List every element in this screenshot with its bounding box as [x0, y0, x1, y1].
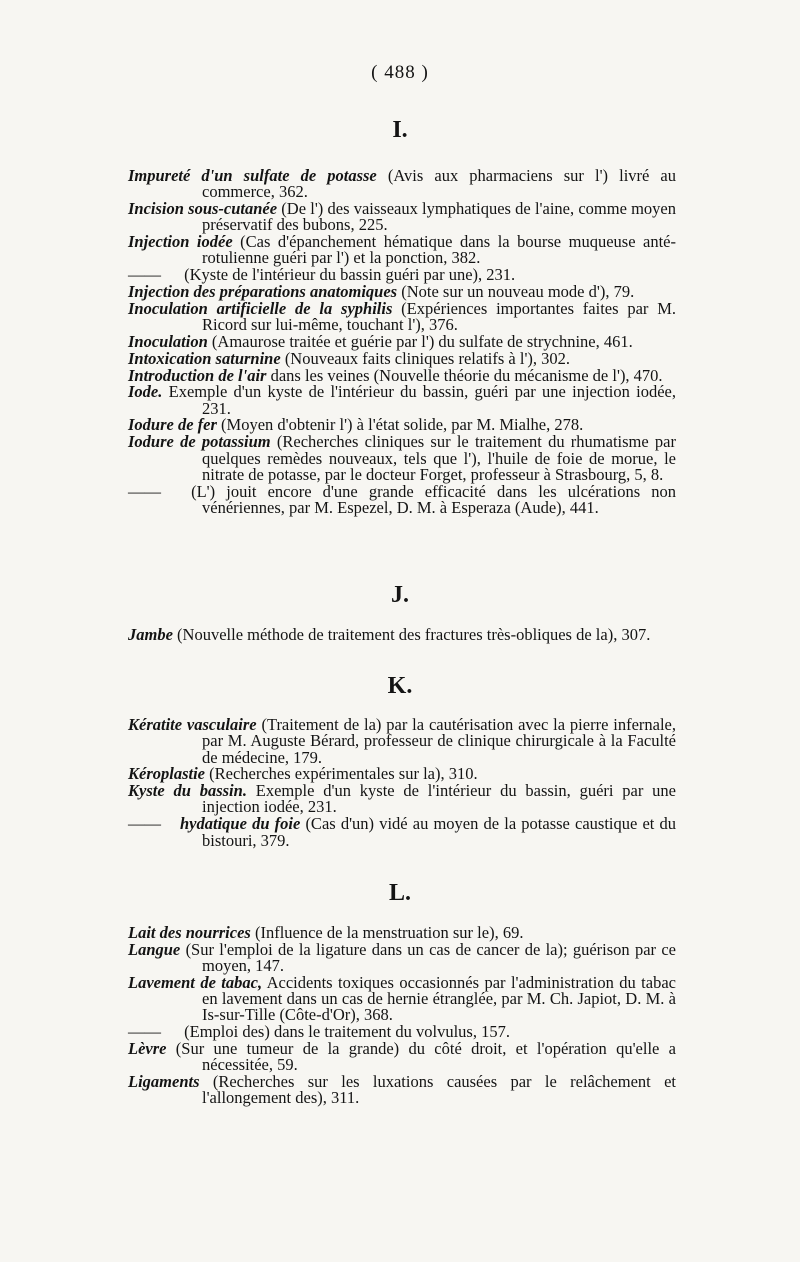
index-entry	[128, 168, 676, 201]
entry-keyword: Intoxication saturnine	[128, 348, 281, 368]
section-l-entries	[128, 925, 676, 1107]
index-entry	[128, 972, 676, 1025]
entry-text: (Avis aux pharmaciens sur l') livré au commerce, 362.	[202, 166, 677, 202]
index-entry	[128, 298, 676, 335]
section-k-entries	[128, 717, 676, 849]
entry-text: (Amaurose traitée et guérie par l') du sulfate de strychnine, 461.	[207, 331, 633, 351]
section-letter-i: I.	[392, 117, 408, 143]
index-entry	[128, 201, 676, 234]
index-entry	[128, 384, 676, 417]
entry-keyword: hydatique du foie	[180, 814, 301, 834]
index-entry	[128, 717, 676, 766]
entry-keyword: Kyste du bassin.	[128, 781, 247, 801]
repeat-dash: ——	[128, 481, 161, 501]
entry-text: (Recherches cliniques sur le traitement du rhumatisme par quelques remèdes nouveaux, tels que l'), l'huile de foie de morue, le nitrate de potasse, par le docteur Forget, professeur à Strasbourg, 5, 8.	[202, 432, 676, 484]
index-entry	[128, 1074, 676, 1107]
entry-keyword: Impureté d'un sulfate de potasse	[128, 166, 377, 185]
entry-keyword: Ligaments	[128, 1072, 200, 1092]
entry-text: (Cas d'épanchement hématique dans la bourse muqueuse anté-rotulienne guéri par l') et la ponction, 382.	[202, 232, 677, 268]
repeat-dash: ——	[128, 814, 161, 834]
index-entry	[128, 481, 676, 517]
entry-keyword: Lèvre	[128, 1039, 167, 1059]
entry-keyword: Injection des préparations anatomiques	[128, 282, 398, 302]
entry-text: (Note sur un nouveau mode d'), 79.	[397, 282, 635, 302]
entry-keyword: Lait des nourrices	[128, 923, 251, 942]
entry-text: (Nouveaux faits cliniques relatifs à l'), 302.	[280, 348, 571, 368]
entry-keyword: Injection iodée	[128, 232, 233, 252]
entry-text: (Moyen d'obtenir l') à l'état solide, par M. Mialhe, 278.	[216, 415, 584, 435]
entry-keyword: Inoculation artificielle de la syphilis	[128, 298, 393, 318]
entry-keyword: Iode.	[128, 382, 163, 402]
section-letter-l: L.	[388, 880, 411, 906]
page-number: ( 488 )	[371, 62, 429, 83]
entry-text: (Kyste de l'intérieur du bassin guéri par une), 231.	[180, 265, 516, 285]
entry-text: (L') jouit encore d'une grande efficacité dans les ulcérations non vénériennes, par M. Espezel, D. M. à Esperaza (Aude), 441.	[180, 481, 676, 517]
index-entry	[128, 434, 676, 483]
entry-text: (Nouvelle méthode de traitement des fractures très-obliques de la), 307.	[172, 625, 651, 644]
entry-text: (Influence de la menstruation sur le), 69.	[250, 923, 524, 942]
entry-keyword: Iodure de fer	[128, 415, 217, 435]
entry-text: dans les veines (Nouvelle théorie du mécanisme de l'), 470.	[266, 365, 663, 385]
entry-text: Exemple d'un kyste de l'intérieur du bassin, guéri par une injection iodée, 231.	[162, 382, 676, 418]
entry-keyword: Incision sous-cutanée	[128, 199, 278, 219]
entry-text: Accidents toxiques occasionnés par l'administration du tabac en lavement dans un cas de hernie étranglée, par M. Ch. Japiot, D. M. à Is-sur-Tille (Côte-d'Or), 368.	[202, 972, 676, 1025]
index-entry	[128, 783, 676, 816]
entry-keyword: Kératite vasculaire	[128, 715, 257, 734]
entry-text: (Emploi des) dans le traitement du volvulus, 157.	[180, 1022, 510, 1042]
entry-text: (Recherches expérimentales sur la), 310.	[205, 764, 478, 784]
entry-text: (Cas d'un) vidé au moyen de la potasse caustique et du bistouri, 379.	[202, 814, 677, 850]
section-i-entries	[128, 168, 676, 517]
repeat-dash: ——	[128, 1022, 161, 1042]
entry-keyword: Inoculation	[128, 331, 208, 351]
entry-text: (Recherches sur les luxations causées par le relâchement et l'allongement des), 311.	[199, 1072, 676, 1108]
entry-text: (Expériences importantes faites par M. Ricord sur lui-même, touchant l'), 376.	[202, 298, 676, 335]
index-entry	[128, 627, 676, 643]
index-entry	[128, 234, 676, 267]
repeat-dash: ——	[128, 265, 161, 285]
entry-text: (Sur une tumeur de la grande) du côté droit, et l'opération qu'elle a nécessitée, 59.	[166, 1039, 676, 1075]
entry-text: (De l') des vaisseaux lymphatiques de l'aine, comme moyen préservatif des bubons, 225.	[202, 199, 677, 235]
section-letter-k: K.	[387, 673, 413, 699]
entry-keyword: Iodure de potassium	[128, 432, 271, 452]
entry-text: Exemple d'un kyste de l'intérieur du bassin, guéri par une injection iodée, 231.	[202, 781, 677, 817]
section-letter-j: J.	[391, 582, 409, 608]
entry-keyword: Jambe	[128, 625, 173, 644]
section-j-entries	[128, 627, 676, 644]
index-entry	[128, 1041, 676, 1074]
entry-text: (Traitement de la) par la cautérisation avec la pierre infernale, par M. Auguste Bérard, professeur de clinique chirurgicale à la Faculté de médecine, 179.	[202, 715, 676, 767]
entry-text: (Sur l'emploi de la ligature dans un cas de cancer de la); guérison par ce moyen, 147.	[180, 939, 676, 976]
index-entry	[128, 816, 676, 849]
entry-keyword: Lavement de tabac,	[128, 972, 263, 992]
index-entry	[128, 939, 676, 976]
entry-keyword: Langue	[128, 939, 181, 959]
entry-keyword: Kéroplastie	[128, 764, 205, 784]
entry-keyword: Introduction de l'air	[128, 365, 267, 385]
